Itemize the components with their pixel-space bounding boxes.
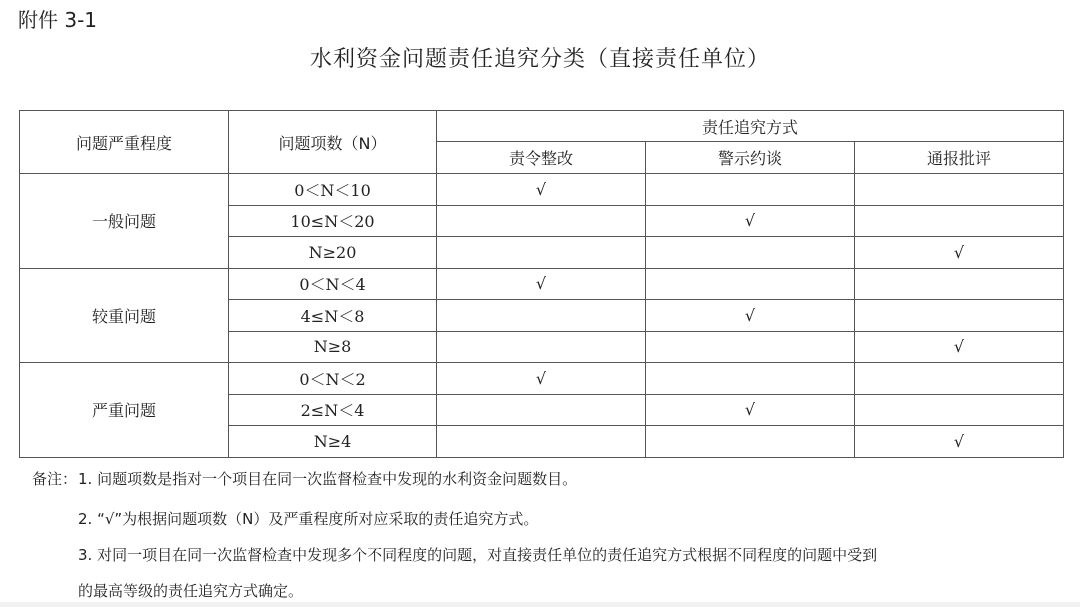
count-range-cell: 0＜N＜4	[229, 268, 437, 300]
count-range-cell: 10≤N＜20	[229, 205, 437, 237]
check-cell	[855, 268, 1064, 300]
document-title: 水利资金问题责任追究分类（直接责任单位）	[309, 47, 770, 72]
notes-prefix: 备注：	[32, 470, 78, 488]
header-method-warning-talk: 警示约谈	[646, 142, 855, 174]
count-range-cell: 4≤N＜8	[229, 300, 437, 332]
severity-level-cell: 严重问题	[20, 363, 229, 458]
check-cell: √	[437, 174, 646, 206]
check-cell	[855, 394, 1064, 426]
table-row	[20, 268, 1064, 300]
check-cell	[437, 331, 646, 363]
attachment-label: 附件 3-1	[18, 8, 98, 32]
check-cell: √	[437, 363, 646, 395]
count-range-cell: 0＜N＜2	[229, 363, 437, 395]
count-range-cell: 0＜N＜10	[229, 174, 437, 206]
header-method-rectify: 责令整改	[437, 142, 646, 174]
count-range-cell: N≥8	[229, 331, 437, 363]
check-cell	[646, 268, 855, 300]
header-severity: 问题严重程度	[20, 111, 229, 174]
check-cell: √	[646, 300, 855, 332]
header-method-circular-criticism: 通报批评	[855, 142, 1064, 174]
severity-level-cell: 较重问题	[20, 268, 229, 363]
check-cell: √	[855, 331, 1064, 363]
severity-level-cell: 一般问题	[20, 174, 229, 269]
check-cell	[437, 394, 646, 426]
check-cell	[437, 426, 646, 458]
accountability-table	[19, 110, 1064, 458]
check-cell	[855, 205, 1064, 237]
count-range-cell: N≥4	[229, 426, 437, 458]
check-cell: √	[855, 237, 1064, 269]
table-row	[20, 363, 1064, 395]
header-method-group: 责任追究方式	[437, 111, 1064, 142]
count-range-cell: 2≤N＜4	[229, 394, 437, 426]
check-cell	[437, 205, 646, 237]
check-cell	[437, 237, 646, 269]
check-cell: √	[646, 394, 855, 426]
check-cell	[855, 174, 1064, 206]
check-cell	[646, 426, 855, 458]
check-cell	[646, 363, 855, 395]
check-cell	[646, 174, 855, 206]
check-cell	[437, 300, 646, 332]
check-cell: √	[646, 205, 855, 237]
note-item-3-continued: 的最高等级的责任追究方式确定。	[78, 582, 304, 600]
check-cell: √	[437, 268, 646, 300]
check-cell: √	[855, 426, 1064, 458]
check-cell	[855, 300, 1064, 332]
header-count: 问题项数（N）	[229, 111, 437, 174]
check-cell	[646, 331, 855, 363]
note-item-1: 1. 问题项数是指对一个项目在同一次监督检查中发现的水利资金问题数目。	[78, 470, 578, 488]
check-cell	[855, 363, 1064, 395]
footer-divider	[0, 602, 1080, 607]
check-cell	[646, 237, 855, 269]
note-item-3: 3. 对同一项目在同一次监督检查中发现多个不同程度的问题，对直接责任单位的责任追究方式根据不同程度的问题中受到	[78, 546, 878, 564]
count-range-cell: N≥20	[229, 237, 437, 269]
note-item-2: 2. “√”为根据问题项数（N）及严重程度所对应采取的责任追究方式。	[78, 510, 539, 528]
table-row	[20, 174, 1064, 206]
